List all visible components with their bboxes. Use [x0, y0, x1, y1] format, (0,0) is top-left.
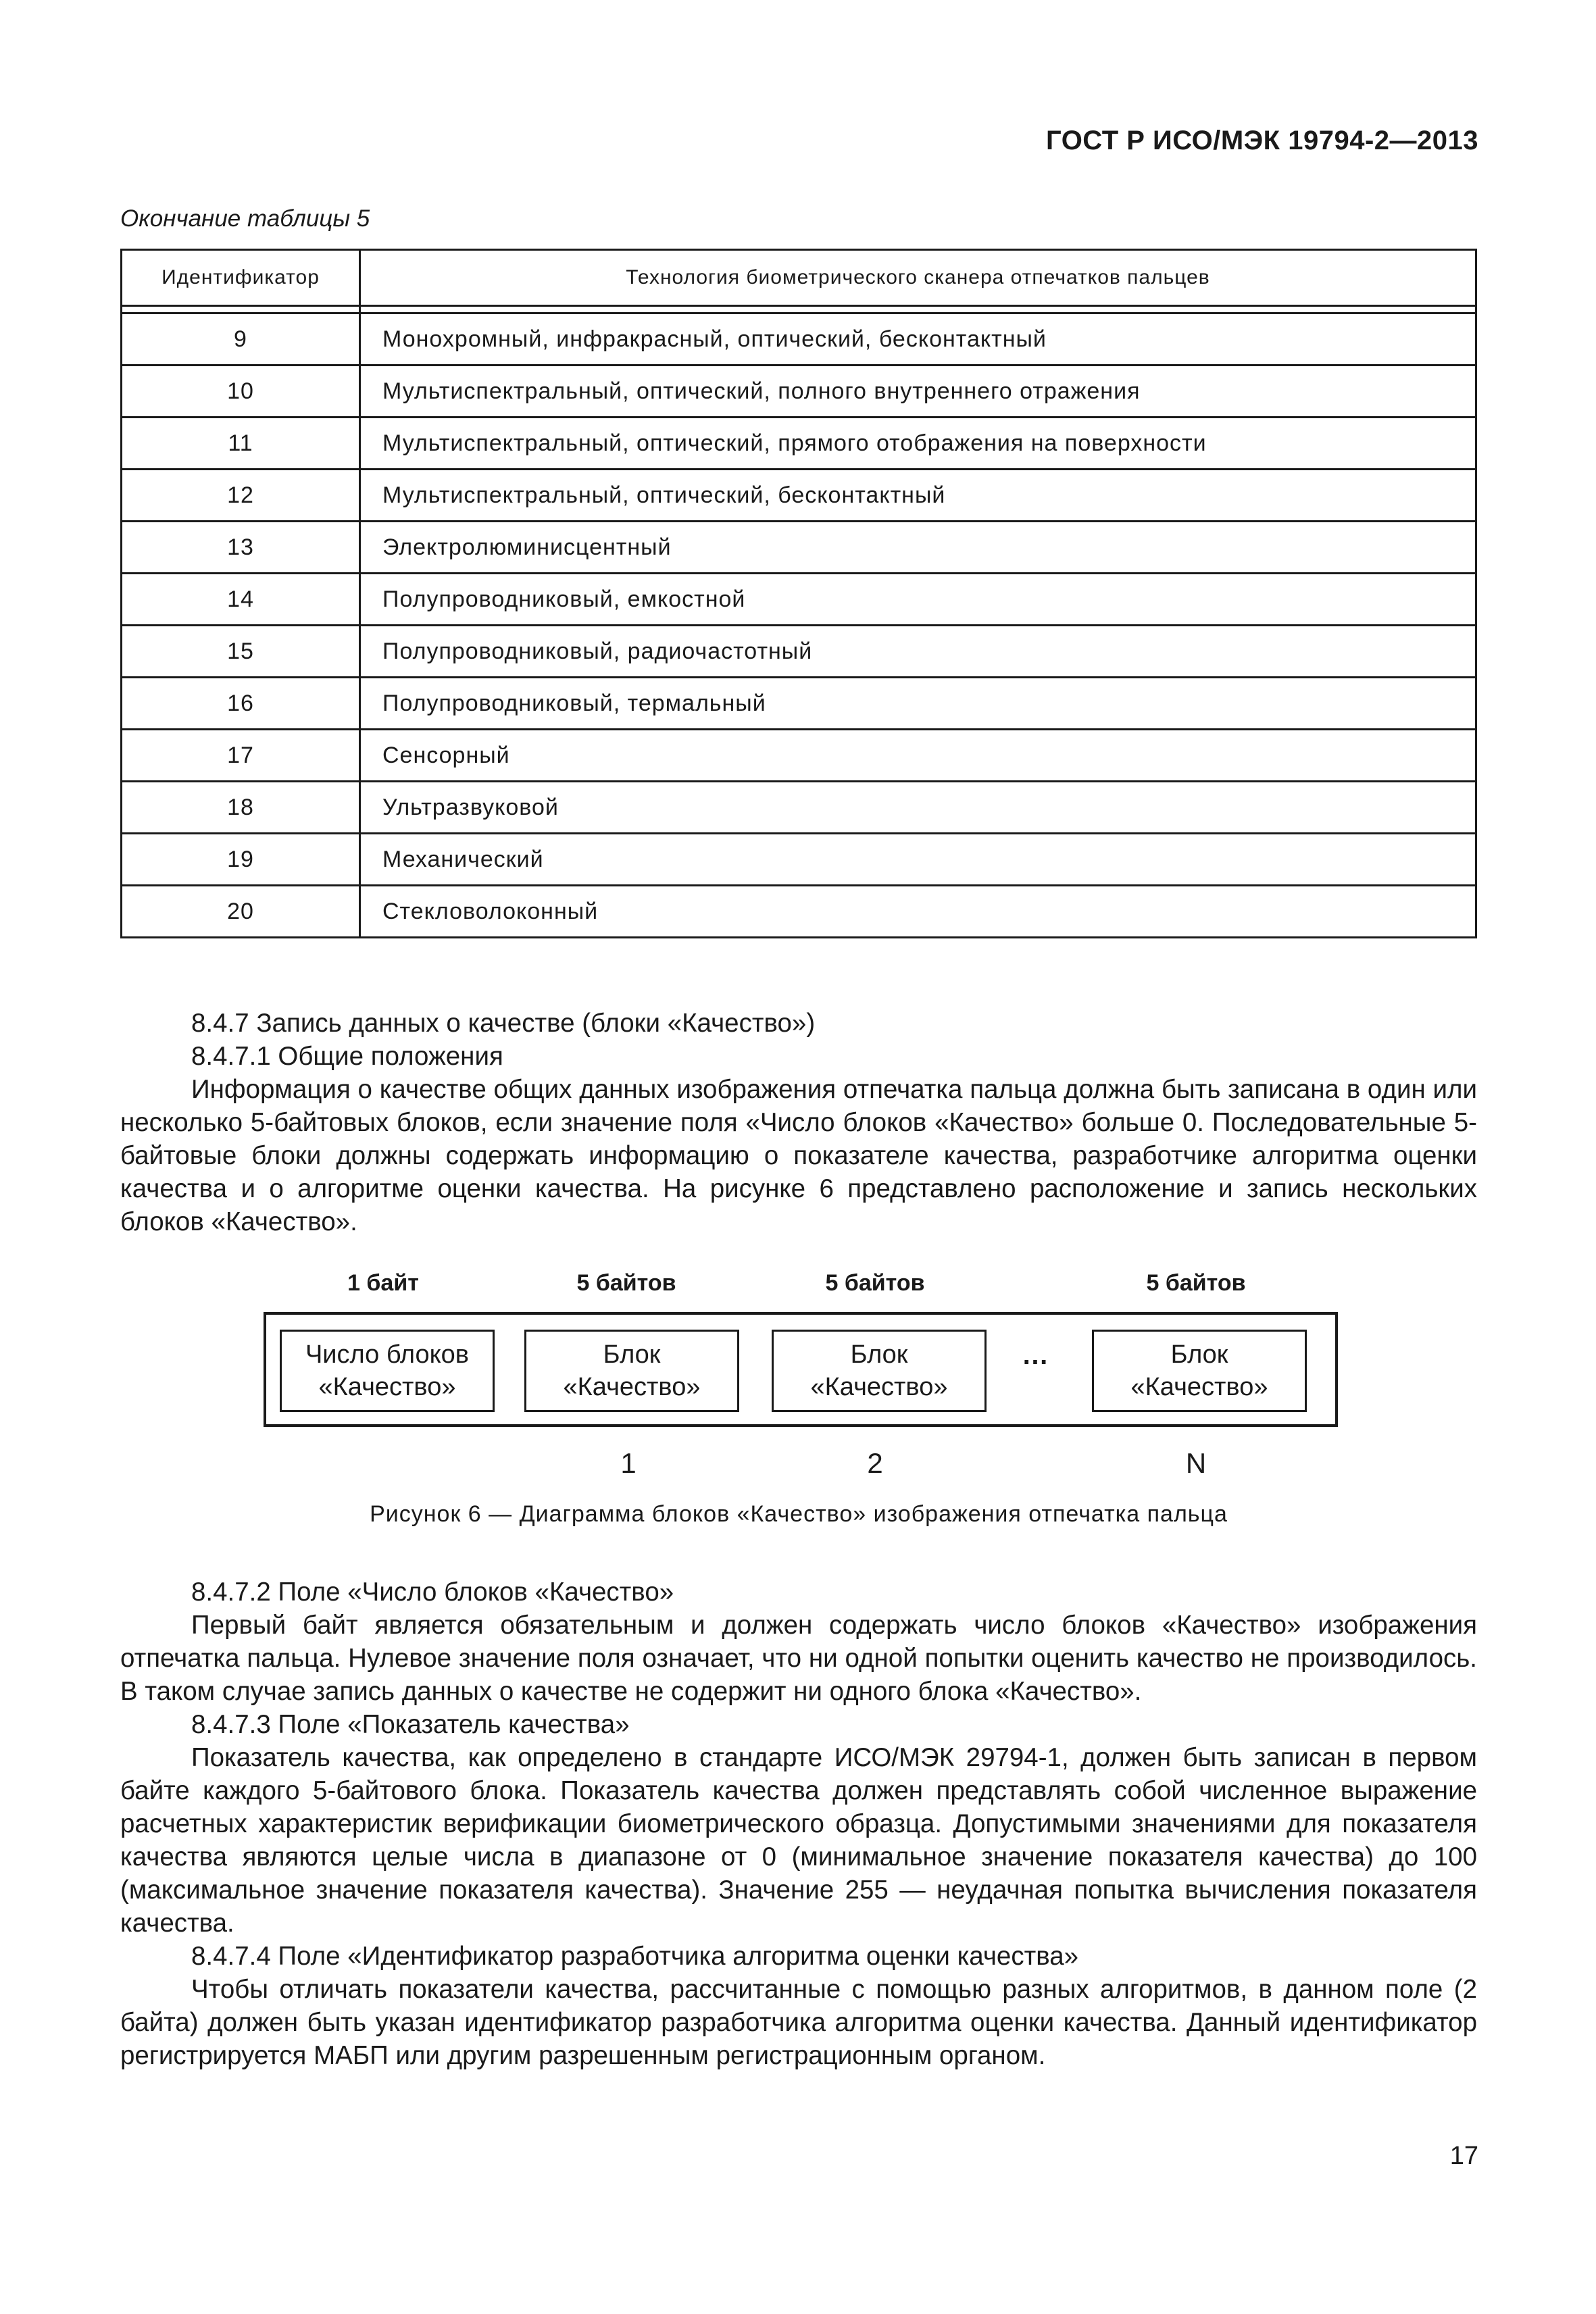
section-heading: 8.4.7.4 Поле «Идентификатор разработчика алгоритма оценки качества» [191, 1942, 1079, 1971]
table-row [122, 313, 1476, 366]
table-header-row [122, 250, 1476, 306]
block-number: N [1185, 1447, 1207, 1479]
row-technology: Сенсорный [360, 730, 1476, 782]
table-row [122, 366, 1476, 418]
block-number: 2 [867, 1447, 883, 1479]
document-header-code: ГОСТ Р ИСО/МЭК 19794-2—2013 [1046, 126, 1478, 155]
row-technology: Электролюминисцентный [360, 522, 1476, 574]
block-label-line1: Блок [850, 1340, 908, 1369]
byte-size-label: 1 байт [347, 1270, 419, 1296]
subsection-heading: 8.4.7.1 Общие положения [191, 1042, 503, 1071]
page-number: 17 [1449, 2142, 1478, 2170]
quality-blocks-diagram [264, 1270, 1338, 1493]
table-row [122, 834, 1476, 886]
block-label-line1: Число блоков [305, 1340, 469, 1369]
byte-size-label: 5 байтов [825, 1270, 925, 1296]
table-header-separator [122, 306, 1476, 313]
row-identifier: 13 [122, 522, 360, 574]
column-header-technology: Технология биометрического сканера отпечатков пальцев [360, 250, 1476, 306]
quality-block-box [1092, 1330, 1307, 1412]
quality-block-box [524, 1330, 739, 1412]
row-technology: Монохромный, инфракрасный, оптический, бесконтактный [360, 313, 1476, 366]
quality-record-frame [264, 1312, 1338, 1427]
row-identifier: 17 [122, 730, 360, 782]
block-number: 1 [620, 1447, 637, 1479]
table-row [122, 470, 1476, 522]
row-technology: Механический [360, 834, 1476, 886]
byte-size-label: 5 байтов [576, 1270, 676, 1296]
row-identifier: 10 [122, 366, 360, 418]
ellipsis-separator: … [1022, 1340, 1050, 1370]
section-8-4-7 [120, 1007, 1477, 1238]
section-heading: 8.4.7.3 Поле «Показатель качества» [191, 1710, 630, 1739]
row-technology: Полупроводниковый, радиочастотный [360, 626, 1476, 678]
row-identifier: 12 [122, 470, 360, 522]
column-header-identifier: Идентификатор [122, 250, 360, 306]
section-heading: 8.4.7 Запись данных о качестве (блоки «Качество») [191, 1009, 816, 1038]
quality-block-box [772, 1330, 987, 1412]
section-paragraph: Первый байт является обязательным и должен содержать число блоков «Качество» изображения отпечатка пальца. Нулевое значение поля означает, что ни одной попытки оценить качество не производилось. В таком случае запись данных о качестве не содержит ни одного блока «Качество». [120, 1611, 1477, 1706]
block-label-line2: «Качество» [810, 1373, 948, 1401]
row-identifier: 20 [122, 886, 360, 938]
table-row [122, 678, 1476, 730]
section-8-4-7-continued [120, 1576, 1477, 2072]
row-identifier: 19 [122, 834, 360, 886]
block-label-line1: Блок [603, 1340, 661, 1369]
table-caption: Окончание таблицы 5 [120, 205, 370, 232]
byte-size-label: 5 байтов [1146, 1270, 1246, 1296]
row-technology: Мультиспектральный, оптический, бесконтактный [360, 470, 1476, 522]
section-heading: 8.4.7.2 Поле «Число блоков «Качество» [191, 1578, 674, 1607]
row-identifier: 9 [122, 313, 360, 366]
row-identifier: 11 [122, 418, 360, 470]
row-technology: Полупроводниковый, термальный [360, 678, 1476, 730]
quality-block-count-box [280, 1330, 495, 1412]
block-label-line2: «Качество» [318, 1373, 456, 1401]
row-technology: Полупроводниковый, емкостной [360, 574, 1476, 626]
figure-caption: Рисунок 6 — Диаграмма блоков «Качество» изображения отпечатка пальца [370, 1501, 1228, 1527]
row-technology: Ультразвуковой [360, 782, 1476, 834]
row-identifier: 16 [122, 678, 360, 730]
table-row [122, 574, 1476, 626]
table-row [122, 522, 1476, 574]
block-label-line1: Блок [1170, 1340, 1228, 1369]
row-technology: Мультиспектральный, оптический, прямого отображения на поверхности [360, 418, 1476, 470]
block-label-line2: «Качество» [1130, 1373, 1268, 1401]
row-identifier: 18 [122, 782, 360, 834]
section-paragraph: Информация о качестве общих данных изображения отпечатка пальца должна быть записана в один или несколько 5-байтовых блоков, если значение поля «Число блоков «Качество» больше 0. Последовательные 5-байтовые блоки должны содержать информацию о показателе качества, разработчике алгоритма оценки качества и о алгоритме оценки качества. На рисунке 6 представлено расположение и запись нескольких блоков «Качество». [120, 1075, 1477, 1236]
table-row [122, 886, 1476, 938]
table-row [122, 626, 1476, 678]
block-label-line2: «Качество» [563, 1373, 701, 1401]
row-technology: Мультиспектральный, оптический, полного внутреннего отражения [360, 366, 1476, 418]
scanner-technology-table [120, 249, 1477, 938]
table-row [122, 782, 1476, 834]
section-paragraph: Чтобы отличать показатели качества, рассчитанные с помощью разных алгоритмов, в данном поле (2 байта) должен быть указан идентификатор разработчика алгоритма оценки качества. Данный идентификатор регистрируется МАБП или другим разрешенным регистрационным органом. [120, 1975, 1477, 2070]
table-row [122, 418, 1476, 470]
row-identifier: 15 [122, 626, 360, 678]
row-technology: Стекловолоконный [360, 886, 1476, 938]
table-row [122, 730, 1476, 782]
row-identifier: 14 [122, 574, 360, 626]
section-paragraph: Показатель качества, как определено в стандарте ИСО/МЭК 29794-1, должен быть записан в первом байте каждого 5-байтового блока. Показатель качества должен представлять собой численное выражение расчетных характеристик верификации биометрического образца. Допустимыми значениями для показателя качества являются целые числа в диапазоне от 0 (минимальное значение показателя качества) до 100 (максимальное значение показателя качества). Значение 255 — неудачная попытка вычисления показателя качества. [120, 1743, 1477, 1938]
